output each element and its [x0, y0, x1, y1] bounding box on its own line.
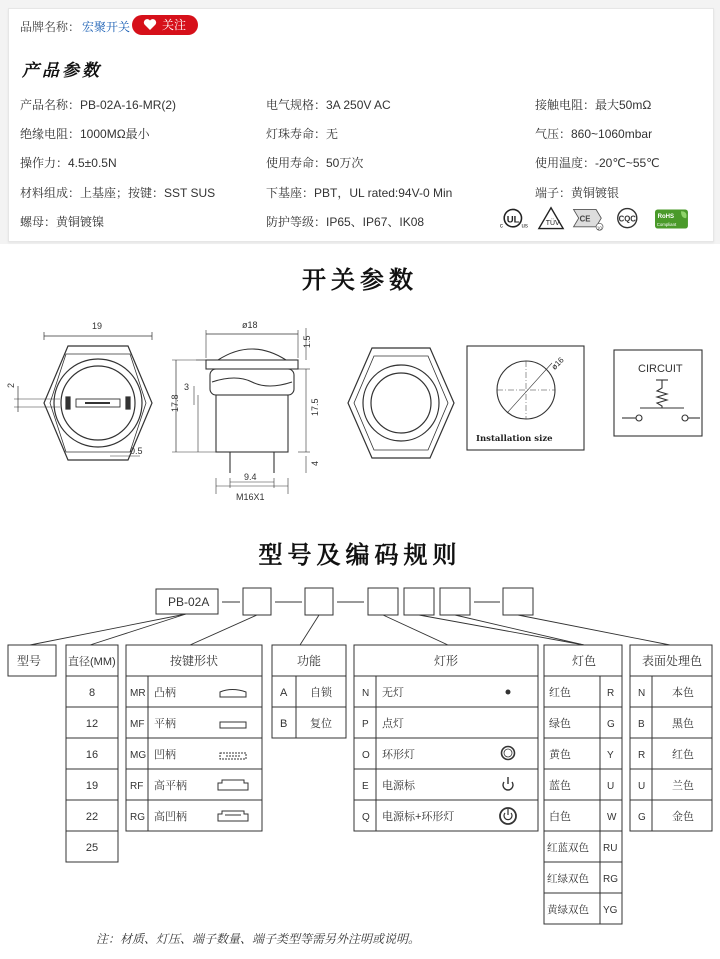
- lamp-code-o: O: [362, 750, 370, 761]
- ring-lamp-icon: [502, 747, 515, 760]
- params-title: 产品参数: [22, 61, 102, 81]
- function-name-latch: 自锁: [310, 687, 332, 699]
- code-rules-title: 型号及编码规则: [258, 541, 462, 569]
- lamp-name-power: 电源标: [382, 780, 415, 792]
- dim-3: 3: [184, 382, 190, 392]
- param-terminal: 端子：黄铜镀银: [535, 186, 620, 200]
- cqc-cert-icon: [618, 209, 637, 228]
- header-diameter: 直径(MM): [68, 656, 116, 668]
- param-contact-resistance: 接触电阻：最大50mΩ: [535, 98, 652, 112]
- brand-name-link[interactable]: 宏聚开关: [82, 20, 131, 34]
- svg-text:RoHS: RoHS: [657, 214, 675, 221]
- function-name-reset: 复位: [310, 718, 332, 730]
- surface-code-u: U: [638, 781, 646, 792]
- dim-hole-16: ø16: [549, 355, 566, 372]
- param-protection: 防护等级：IP65、IP67、IK08: [266, 215, 425, 229]
- param-temperature: 使用温度：-20℃~55℃: [535, 156, 660, 170]
- circuit-label: CIRCUIT: [638, 363, 683, 375]
- certification-logos: [484, 206, 709, 232]
- switch-params-title: 开关参数: [302, 266, 418, 294]
- lamp-code-p: P: [362, 719, 369, 730]
- header-model: 型号: [17, 654, 42, 668]
- param-product-name: 产品名称：PB-02A-16-MR(2): [20, 98, 177, 112]
- svg-text:CQC: CQC: [618, 214, 636, 224]
- header-lamp-color: 灯色: [572, 654, 597, 668]
- color-code-w: W: [607, 812, 617, 823]
- shape-code-rg: RG: [130, 812, 145, 823]
- flat-button-icon: [220, 722, 246, 728]
- param-nut: 螺母：黄铜镀镍: [20, 215, 105, 229]
- dim-height-178: 17.8: [170, 394, 180, 412]
- surface-name-gold: 金色: [672, 811, 694, 823]
- svg-text:TÜV: TÜV: [545, 220, 560, 228]
- high-flat-button-icon: [218, 780, 248, 790]
- color-code-u: U: [607, 781, 615, 792]
- param-force: 操作力：4.5±0.5N: [20, 156, 117, 170]
- code-rules-diagram: [0, 569, 720, 959]
- ul-cert-icon: [500, 209, 528, 229]
- dim-diameter-18: ø18: [242, 320, 258, 330]
- color-name-red: 红色: [549, 687, 571, 699]
- param-air-pressure: 气压：860~1060mbar: [535, 127, 653, 141]
- header-lamp: 灯形: [434, 654, 459, 668]
- diameter-25: 25: [85, 842, 99, 854]
- heart-icon: [143, 18, 157, 31]
- svg-text:UL: UL: [506, 214, 520, 226]
- shape-name-mg: 凹柄: [154, 749, 176, 761]
- header-function: 功能: [297, 654, 322, 668]
- color-name-red-green: 红绿双色: [547, 873, 589, 885]
- color-code-g: G: [607, 719, 615, 730]
- function-code-a: A: [280, 687, 288, 699]
- model-prefix: PB-02A: [168, 595, 210, 609]
- surface-name-black: 黑色: [672, 718, 694, 730]
- param-electrical: 电气规格：3A 250V AC: [266, 98, 391, 112]
- shape-name-mf: 平柄: [154, 718, 176, 730]
- svg-text:10: 10: [596, 225, 602, 231]
- rohs-cert-icon: [655, 209, 688, 228]
- shape-code-mr: MR: [130, 688, 146, 699]
- shape-code-mg: MG: [130, 750, 147, 761]
- surface-code-g: G: [638, 812, 646, 823]
- color-code-yg: YG: [603, 905, 618, 916]
- param-material: 材料组成：上基座；按键：SST SUS: [20, 186, 216, 200]
- svg-text:us: us: [521, 223, 528, 230]
- dim-pin-4: 4: [310, 460, 320, 466]
- diameter-8: 8: [88, 687, 96, 699]
- color-name-green: 绿色: [549, 718, 571, 730]
- header-shape: 按键形状: [170, 654, 219, 668]
- shape-name-mr: 凸柄: [154, 687, 176, 699]
- side-view-drawing: [172, 328, 310, 494]
- color-name-red-blue: 红蓝双色: [547, 842, 589, 854]
- installation-size-label: Installation size: [476, 434, 553, 444]
- surface-code-r: R: [638, 750, 646, 761]
- high-concave-button-icon: [218, 811, 248, 821]
- color-name-blue: 蓝色: [549, 780, 571, 792]
- front-view-drawing: [14, 332, 152, 460]
- lamp-name-ring: 环形灯: [382, 749, 415, 761]
- power-ring-icon: [500, 808, 516, 824]
- diameter-16: 16: [85, 749, 99, 761]
- dot-lamp-icon: [506, 690, 511, 695]
- surface-name-red: 红色: [672, 749, 694, 761]
- lamp-name-dot: 点灯: [382, 718, 404, 730]
- dim-head-15: 1.5: [302, 335, 312, 348]
- color-name-yellow: 黄色: [549, 749, 571, 761]
- param-lower-base: 下基座：PBT，UL rated:94V-0 Min: [266, 186, 453, 200]
- function-code-b: B: [280, 718, 288, 730]
- param-lamp-life: 灯珠寿命：无: [266, 127, 339, 141]
- svg-text:c: c: [499, 223, 503, 230]
- diameter-22: 22: [85, 811, 99, 823]
- lamp-code-n: N: [362, 688, 370, 699]
- dim-pitch-94: 9.4: [244, 472, 257, 482]
- param-insulation: 绝缘电阻：1000MΩ最小: [20, 127, 150, 141]
- handwritten-note: 注：材质、灯压、端子数量、端子类型等需另外注明或说明。: [96, 932, 421, 946]
- power-symbol-icon: [503, 777, 513, 790]
- header-surface: 表面处理色: [642, 654, 703, 668]
- surface-name-blue: 兰色: [672, 780, 694, 792]
- surface-code-b: B: [638, 719, 645, 730]
- color-code-r: R: [607, 688, 615, 699]
- svg-text:Compliant: Compliant: [656, 221, 677, 227]
- shape-code-mf: MF: [130, 719, 145, 730]
- shape-code-rf: RF: [130, 781, 144, 792]
- color-code-rg: RG: [603, 874, 618, 885]
- param-life: 使用寿命：50万次: [266, 156, 364, 170]
- lamp-code-q: Q: [362, 812, 370, 823]
- color-name-yellow-green: 黄绿双色: [547, 904, 589, 916]
- convex-button-icon: [220, 690, 246, 698]
- color-code-y: Y: [607, 750, 614, 761]
- lamp-name-none: 无灯: [382, 687, 404, 699]
- surface-code-n: N: [638, 688, 646, 699]
- dim-width-19: 19: [92, 321, 103, 331]
- ce-cert-icon: [574, 209, 603, 230]
- svg-text:CE: CE: [579, 214, 591, 224]
- concave-button-icon: [220, 753, 246, 759]
- dim-thread-m16x1: M16X1: [236, 492, 265, 502]
- code-template-row: [156, 588, 533, 615]
- rear-view-drawing: [348, 348, 454, 458]
- surface-name-natural: 本色: [672, 687, 694, 699]
- lamp-name-power-ring: 电源标+环形灯: [382, 811, 455, 823]
- dim-gap-05: 0.5: [130, 446, 143, 456]
- diameter-12: 12: [85, 718, 99, 730]
- diameter-19: 19: [85, 780, 99, 792]
- dimension-drawings: [0, 308, 720, 518]
- color-name-white: 白色: [549, 811, 571, 823]
- dim-height-175: 17.5: [310, 398, 320, 416]
- brand-label: 品牌名称：: [20, 20, 81, 34]
- shape-name-rg: 高凹柄: [154, 811, 187, 823]
- follow-button[interactable]: [132, 15, 198, 35]
- follow-label: 关注: [162, 18, 187, 32]
- lamp-code-e: E: [362, 781, 369, 792]
- brand-row: [20, 18, 130, 35]
- shape-name-rf: 高平柄: [154, 780, 187, 792]
- tuv-cert-icon: [539, 208, 563, 229]
- color-code-ru: RU: [603, 843, 618, 854]
- dim-slot-2: 2: [6, 382, 16, 388]
